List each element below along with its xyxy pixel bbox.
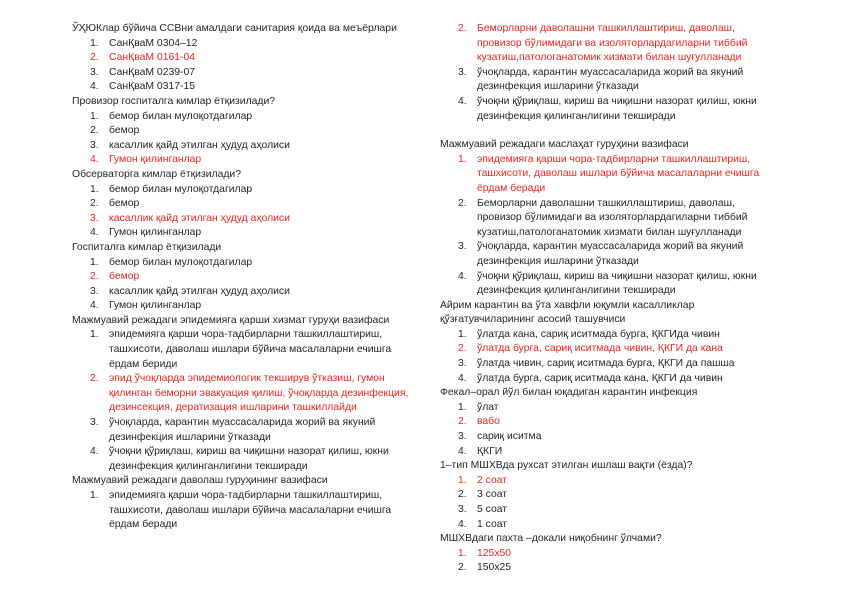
option-number: 4. — [90, 81, 99, 93]
option-number: 4. — [458, 95, 467, 107]
answer-option-correct — [72, 270, 410, 285]
answer-option — [72, 226, 410, 241]
option-text: эпидемияга қарши чора-тадбирларни ташкиллаштириш, ташхисоти, даволаш ишлари бўйича масалаларни ечишга ёрдам беради — [109, 490, 392, 531]
answer-list — [440, 401, 775, 459]
answer-option — [72, 256, 410, 271]
option-text: вабо — [477, 416, 500, 428]
answer-option-correct — [440, 153, 775, 197]
option-text: касаллик қайд этилган ҳудуд аҳолиси — [109, 285, 290, 297]
option-text: 5 соат — [477, 504, 508, 515]
answer-list — [72, 256, 410, 314]
option-number: 3. — [458, 504, 467, 515]
option-number: 4. — [90, 446, 99, 458]
option-text: бемор — [109, 198, 140, 210]
answer-option — [72, 328, 410, 372]
option-text: СанҚваМ 0239-07 — [109, 66, 196, 78]
answer-option — [440, 197, 775, 241]
option-number: 4. — [458, 445, 467, 457]
option-text: СанҚваМ 0317-15 — [109, 81, 196, 93]
option-number: 1. — [90, 37, 99, 49]
option-text: 1 соат — [477, 518, 508, 530]
option-number: 4. — [458, 518, 467, 530]
option-number: 4. — [458, 372, 467, 384]
answer-option-correct — [440, 547, 775, 562]
answer-option — [72, 197, 410, 212]
question-text: Госпиталга кимлар ётқизилади — [72, 241, 222, 253]
option-number: 3. — [458, 358, 467, 370]
answer-option — [72, 489, 410, 533]
option-text: сариқ иситма — [477, 431, 542, 443]
option-number: 3. — [458, 431, 467, 443]
answer-option-correct — [72, 212, 410, 227]
option-text: ўчоқни қўриқлаш, кириш ва чиқишни назорат қилиш, юкни дезинфекция қилинганлигини текширади — [109, 446, 389, 472]
question-text: Мажмуавий режадаги даволаш гуруҳининг вазифаси — [72, 475, 328, 487]
question-text: Фекал–орал йўл билан юқадиган карантин инфекция — [440, 387, 698, 399]
left-column — [72, 22, 410, 533]
option-number: 2. — [458, 562, 467, 574]
option-text: Беморларни даволашни ташкиллаштириш, даволаш, провизор бўлимидаги ва изоляторлардагиларни тиббий кузатиш,патологанатомик хизмати билан шуғулланади — [477, 197, 748, 238]
option-text: ўчоқларда, карантин муассасаларида жорий ва якуний дезинфекция ишларини ўтказади — [477, 66, 744, 93]
question-text: Айрим карантин ва ўта хавфли юқумли касалликлар қўзғатувчиларининг асосий ташувчиси — [440, 299, 695, 326]
answer-option — [440, 357, 775, 372]
answer-option — [440, 503, 775, 518]
option-number: 4. — [90, 154, 99, 166]
answer-option — [72, 124, 410, 139]
answer-option — [72, 37, 410, 52]
option-number: 1. — [458, 328, 467, 340]
question-text: Мажмуавий режадаги маслаҳат гуруҳини вазифаси — [440, 139, 689, 151]
option-text: СанҚваМ 0304–12 — [109, 37, 198, 49]
option-text: эпид ўчоқларда эпидемиологик текширув ўтказиш, гумон қилинган беморни эвакуация қилиш, ўчоқларда дезинфекция, дезинсекция, дератизация ишларини ташкиллайди — [109, 373, 409, 414]
option-text: эпидемияга қарши чора-тадбирларни ташкиллаштириш, ташхисоти, даволаш ишлари бўйича масалаларни ечишга ёрдам беради — [477, 153, 760, 194]
question-text: ЎҲЮКлар бўйича ССВни амалдаги санитария қоида ва меъёрлари — [72, 23, 397, 34]
option-text: ўчоқни қўриқлаш, кириш ва чиқишни назорат қилиш, юкни дезинфекция қилинганлигини текширади — [477, 95, 757, 122]
option-text: 150х25 — [477, 562, 512, 574]
option-number: 2. — [90, 198, 99, 210]
option-text: бемор билан мулоқотдагилар — [109, 110, 253, 122]
answer-list — [72, 183, 410, 241]
option-number: 1. — [90, 183, 99, 195]
option-number: 1. — [90, 110, 99, 122]
option-number: 2. — [458, 416, 467, 428]
option-number: 1. — [90, 490, 99, 501]
option-text: ҚКГИ — [477, 445, 503, 457]
answer-option — [440, 66, 775, 95]
answer-option — [440, 240, 775, 269]
option-text: ўлат — [477, 401, 499, 413]
option-text: ўчоқларда, карантин муассасаларида жорий ва якуний дезинфекция ишларини ўтказади — [477, 241, 744, 267]
option-number: 1. — [458, 153, 467, 165]
option-number: 1. — [458, 474, 467, 486]
option-text: 125х50 — [477, 547, 512, 559]
option-number: 2. — [90, 52, 99, 64]
option-text: Гумон қилинганлар — [109, 300, 202, 312]
option-number: 2. — [458, 197, 467, 209]
option-number: 2. — [458, 343, 467, 355]
option-number: 2. — [458, 489, 467, 501]
option-text: ўлатда кана, сариқ иситмада бурга, ҚКГИда чивин — [477, 328, 720, 340]
answer-list — [72, 489, 410, 533]
answer-list — [72, 328, 410, 474]
option-number: 2. — [90, 125, 99, 137]
answer-option — [72, 183, 410, 198]
question-text: Обсерваторга кимлар ётқизилади? — [72, 168, 241, 180]
option-text: Гумон қилинганлар — [109, 154, 202, 166]
answer-list — [440, 328, 775, 386]
answer-list — [440, 474, 775, 532]
answer-list — [72, 37, 410, 95]
option-text: ўлатда бурга, сариқ иситмада кана, ҚКГИ да чивин — [477, 372, 723, 384]
option-text: ўлатда бурга, сариқ иситмада чивин, ҚКГИ да кана — [477, 343, 723, 355]
question-text: Провизор госпиталга кимлар ётқизилади? — [72, 95, 276, 107]
question-text: МШХВдаги пахта –докали ниқобнинг ўлчами? — [440, 533, 662, 545]
option-text: бемор билан мулоқотдагилар — [109, 256, 253, 268]
answer-list — [440, 547, 775, 576]
option-text: бемор — [109, 125, 140, 137]
question-text: Мажмуавий режадаги эпидемияга қарши хизмат гуруҳи вазифаси — [72, 314, 390, 326]
option-number: 1. — [90, 329, 99, 341]
option-text: Гумон қилинганлар — [109, 227, 202, 239]
answer-option-correct — [440, 342, 775, 357]
answer-option — [72, 445, 410, 474]
answer-option — [72, 416, 410, 445]
option-text: эпидемияга қарши чора-тадбирларни ташкиллаштириш, ташхисоти, даволаш ишлари бўйича масалаларни ечишга ёрдам бериди — [109, 329, 392, 370]
answer-option — [72, 80, 410, 95]
option-number: 4. — [458, 270, 467, 282]
answer-option — [440, 95, 775, 124]
option-text: ўчоқни қўриқлаш, кириш ва чиқишни назорат қилиш, юкни дезинфекция қилинганлигини текширади — [477, 270, 757, 297]
option-text: бемор — [109, 271, 140, 283]
answer-option — [72, 139, 410, 154]
answer-option-correct — [440, 415, 775, 430]
option-number: 3. — [458, 66, 467, 78]
option-text: ўчоқларда, карантин муассасаларида жорий ва якуний дезинфекция ишларини ўтказади — [109, 417, 376, 443]
answer-option-correct — [72, 153, 410, 168]
answer-option-correct — [440, 22, 775, 66]
answer-option — [440, 561, 775, 576]
option-number: 1. — [458, 547, 467, 559]
option-text: Беморларни даволашни ташкиллаштириш, даволаш, провизор бўлимидаги ва изоляторлардагиларни тиббий кузатиш,патологанатомик хизмати билан шуғулланади — [477, 23, 748, 64]
option-number: 3. — [90, 285, 99, 297]
option-number: 4. — [90, 300, 99, 312]
option-number: 2. — [458, 23, 467, 34]
answer-option-correct — [440, 474, 775, 489]
option-number: 3. — [90, 66, 99, 78]
option-number: 3. — [458, 241, 467, 253]
answer-option-correct — [72, 51, 410, 66]
option-number: 1. — [90, 256, 99, 268]
option-number: 2. — [90, 271, 99, 283]
answer-list — [440, 153, 775, 299]
option-number: 1. — [458, 401, 467, 413]
answer-list — [440, 22, 775, 124]
right-column — [440, 22, 775, 576]
option-text: 2 соат — [477, 474, 508, 486]
answer-option — [72, 285, 410, 300]
option-number: 4. — [90, 227, 99, 239]
answer-list — [72, 110, 410, 168]
option-text: касаллик қайд этилган ҳудуд аҳолиси — [109, 139, 290, 151]
answer-option — [440, 328, 775, 343]
answer-option — [440, 270, 775, 299]
answer-option — [440, 430, 775, 445]
option-text: касаллик қайд этилган ҳудуд аҳолиси — [109, 212, 290, 224]
option-number: 3. — [90, 212, 99, 224]
answer-option — [440, 518, 775, 533]
answer-option — [440, 401, 775, 416]
option-text: СанҚваМ 0161-04 — [109, 52, 196, 64]
answer-option-correct — [72, 372, 410, 416]
question-text: 1–тип МШХВда рухсат этилган ишлаш вақти (ёзда)? — [440, 460, 693, 472]
answer-option — [72, 66, 410, 81]
answer-option — [440, 488, 775, 503]
option-text: бемор билан мулоқотдагилар — [109, 183, 253, 195]
option-text: 3 соат — [477, 489, 508, 501]
option-number: 3. — [90, 417, 99, 429]
option-number: 3. — [90, 139, 99, 151]
answer-option — [440, 445, 775, 460]
answer-option — [72, 299, 410, 314]
option-number: 2. — [90, 373, 99, 385]
answer-option — [440, 372, 775, 387]
option-text: ўлатда чивин, сариқ иситмада бурга, ҚКГИ да пашша — [477, 358, 735, 370]
answer-option — [72, 110, 410, 125]
